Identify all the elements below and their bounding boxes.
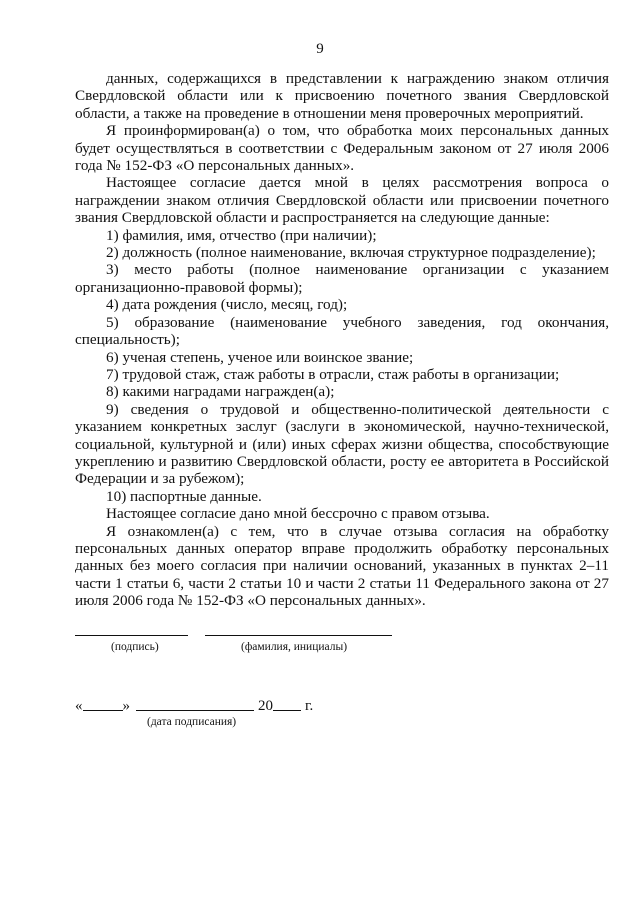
name-line — [205, 635, 392, 636]
list-item-full-name: 1) фамилия, имя, отчество (при наличии); — [106, 226, 377, 244]
paragraph-term: Настоящее согласие дано мной бессрочно с правом отзыва. — [106, 505, 490, 523]
paragraph-informed: Я проинформирован(а) о том, что обработка моих персональных данных будет осуществляться в соответствии с Федеральным законом от 27 июля 2006 года № 152-ФЗ «О персональных данных». — [75, 122, 609, 175]
name-caption: (фамилия, инициалы) — [241, 641, 348, 653]
day-line — [83, 696, 123, 711]
year-line — [273, 696, 301, 711]
year-suffix: г. — [305, 698, 314, 714]
list-item-workplace: 3) место работы (полное наименование организации с указанием организационно-правовой формы); — [75, 261, 609, 296]
close-quote: » — [122, 698, 130, 714]
open-quote: « — [75, 698, 83, 714]
list-item-work-experience: 7) трудовой стаж, стаж работы в отрасли, стаж работы в организации; — [106, 365, 560, 383]
list-item-education: 5) образование (наименование учебного заведения, год окончания, специальность); — [75, 313, 609, 349]
date-caption: (дата подписания) — [147, 716, 237, 728]
paragraph-withdrawal: Я ознакомлен(а) с тем, что в случае отзыва согласия на обработку персональных данных оператор вправе продолжить обработку персональных данных без моего согласия при наличии оснований, указанных в пунктах 2–11 части 1 статьи 6, части 2 статьи 10 и части 2 статьи 11 Федерального закона от 27 июля 2006 года № 152-ФЗ «О персональных данных». — [75, 522, 609, 610]
signature-block — [75, 625, 609, 665]
date-block — [75, 696, 609, 736]
paragraph-continuation: данных, содержащихся в представлении к награждению знаком отличия Свердловской области или к присвоению почетного звания Свердловской области, а также на проведение в отношении меня проверочных мероприятий. — [75, 70, 609, 122]
list-item-activity: 9) сведения о трудовой и общественно-политической деятельности с указанием конкретных заслуг (заслуги в экономической, научно-технической, социальной, культурной и (или) иных сферах жизни общества, способствующие укреплению и развитию Свердловской области, росту ее авторитета в Российской Федерации и за рубежом); — [75, 400, 609, 488]
list-item-position: 2) должность (полное наименование, включая структурное подразделение); — [106, 244, 596, 262]
page-number: 9 — [316, 41, 324, 57]
list-item-academic-degree: 6) ученая степень, ученое или воинское звание; — [106, 348, 414, 366]
year-prefix: 20 — [258, 698, 273, 714]
month-line — [136, 696, 254, 711]
list-item-passport: 10) паспортные данные. — [106, 487, 262, 505]
date-row — [75, 696, 313, 715]
list-item-awards: 8) какими наградами награжден(а); — [106, 383, 335, 401]
paragraph-purpose: Настоящее согласие дается мной в целях рассмотрения вопроса о награждении знаком отличия Свердловской области или присвоении почетного звания Свердловской области и распространяется на следующие данные: — [75, 174, 609, 227]
signature-line — [75, 635, 188, 636]
signature-caption: (подпись) — [111, 641, 159, 653]
consent-body — [75, 70, 609, 610]
list-item-birth-date: 4) дата рождения (число, месяц, год); — [106, 296, 348, 314]
